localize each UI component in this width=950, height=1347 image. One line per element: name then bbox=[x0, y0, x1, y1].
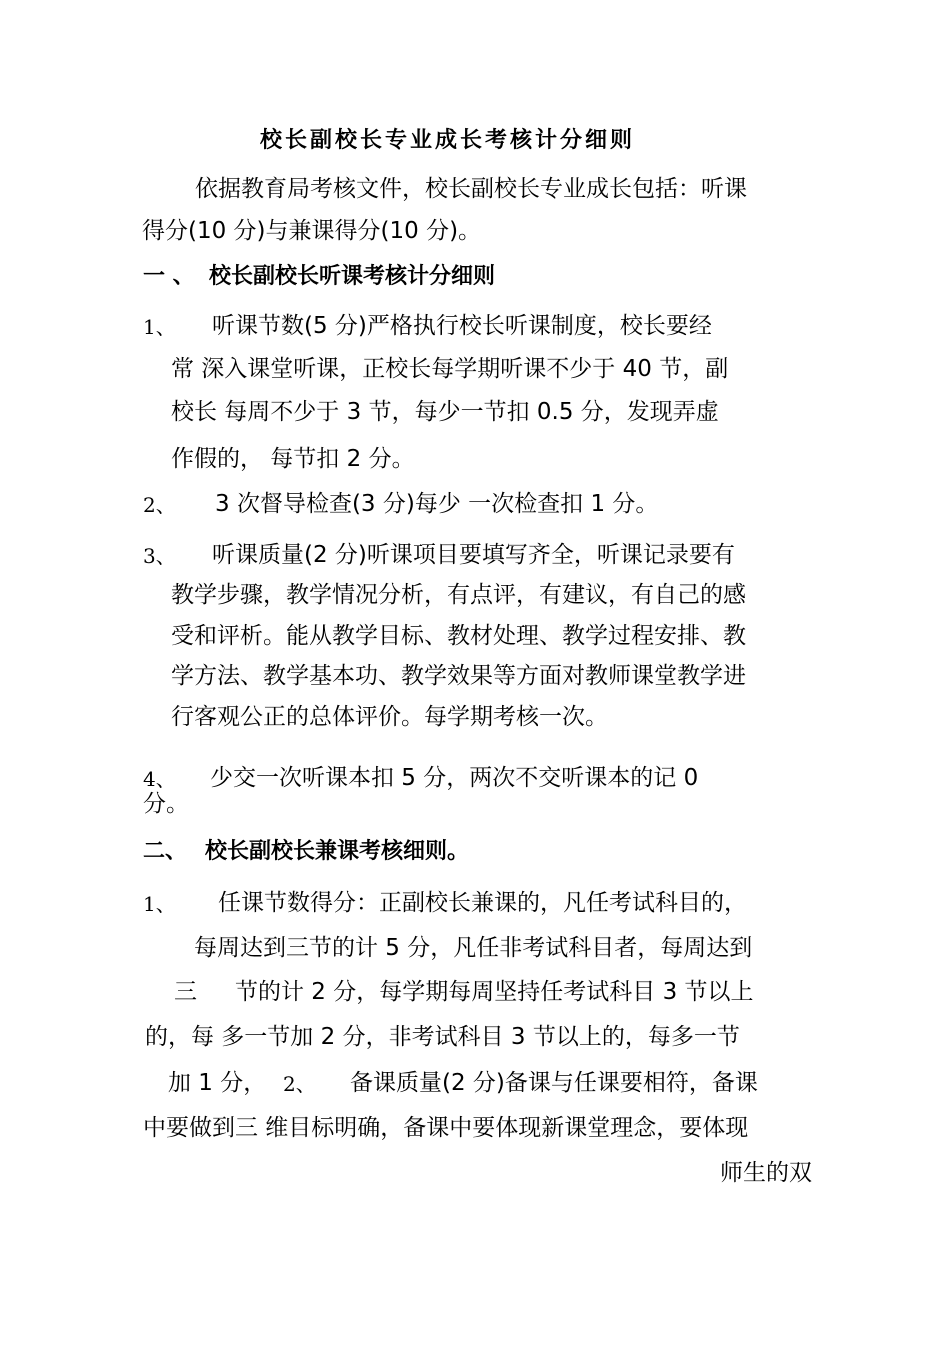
item-1-line-2: 常 深入课堂听课，正校长每学期听课不少于 40 节，副 bbox=[171, 356, 729, 382]
section-2-item-1-line-4: 的，每 多一节加 2 分，非考试科目 3 节以上的，每多一节 bbox=[145, 1024, 740, 1050]
item-3-line-1: 听课质量(2 分)听课项目要填写齐全，听课记录要有 bbox=[212, 542, 735, 568]
section-2-heading-number: 二、 bbox=[143, 839, 188, 864]
section-2-item-2-number: 2、 bbox=[283, 1072, 316, 1096]
item-1-line-3: 校长 每周不少于 3 节，每少一节扣 0.5 分，发现弄虚 bbox=[171, 399, 719, 425]
section-1-heading: 校长副校长听课考核计分细则 bbox=[209, 264, 496, 289]
section-2-item-1-line-7: 师生的双 bbox=[720, 1160, 812, 1186]
section-2-item-1-line-6: 中要做到三 维目标明确，备课中要体现新课堂理念，要体现 bbox=[143, 1115, 749, 1141]
section-2-item-1-line-2: 每周达到三节的计 5 分，凡任非考试科目者，每周达到 bbox=[194, 935, 753, 961]
section-2-item-1-line-1: 任课节数得分：正副校长兼课的，凡任考试科目的， bbox=[218, 890, 747, 916]
item-3-line-2: 教学步骤，教学情况分析，有点评，有建议，有自己的感 bbox=[171, 582, 746, 608]
section-2-heading: 校长副校长兼课考核细则。 bbox=[205, 839, 470, 864]
item-3-line-4: 学方法、教学基本功、教学效果等方面对教师课堂教学进 bbox=[171, 663, 746, 689]
intro-line-1: 依据教育局考核文件，校长副校长专业成长包括：听课 bbox=[195, 176, 747, 202]
item-4-line-1: 少交一次听课本扣 5 分，两次不交听课本的记 0 bbox=[210, 765, 699, 791]
item-2-number: 2、 bbox=[143, 493, 176, 517]
item-1-number: 1、 bbox=[143, 315, 176, 339]
section-2-item-1-line-5b: 备课质量(2 分)备课与任课要相符，备课 bbox=[350, 1070, 758, 1096]
section-2-item-1-line-5a: 加 1 分， bbox=[168, 1070, 267, 1096]
page-title: 校长副校长专业成长考核计分细则 bbox=[260, 128, 636, 153]
item-3-line-5: 行客观公正的总体评价。每学期考核一次。 bbox=[171, 704, 608, 730]
item-1-line-4: 作假的， 每节扣 2 分。 bbox=[171, 446, 415, 472]
section-2-item-1-line-3b: 节的计 2 分，每学期每周坚持任考试科目 3 节以上 bbox=[235, 979, 754, 1005]
item-2-line-1: 3 次督导检查(3 分)每少 一次检查扣 1 分。 bbox=[215, 491, 659, 517]
item-4-number: 4、 bbox=[143, 767, 176, 791]
item-4-line-2: 分。 bbox=[143, 791, 189, 817]
item-3-line-3: 受和评析。能从教学目标、教材处理、教学过程安排、教 bbox=[171, 623, 746, 649]
section-1-heading-number: 一 、 bbox=[143, 264, 195, 289]
section-2-item-1-line-3a: 三 bbox=[174, 979, 197, 1005]
item-3-number: 3、 bbox=[143, 544, 176, 568]
intro-line-2: 得分(10 分)与兼课得分(10 分)。 bbox=[142, 218, 482, 244]
section-2-item-1-number: 1、 bbox=[143, 892, 176, 916]
item-1-line-1: 听课节数(5 分)严格执行校长听课制度，校长要经 bbox=[212, 313, 712, 339]
